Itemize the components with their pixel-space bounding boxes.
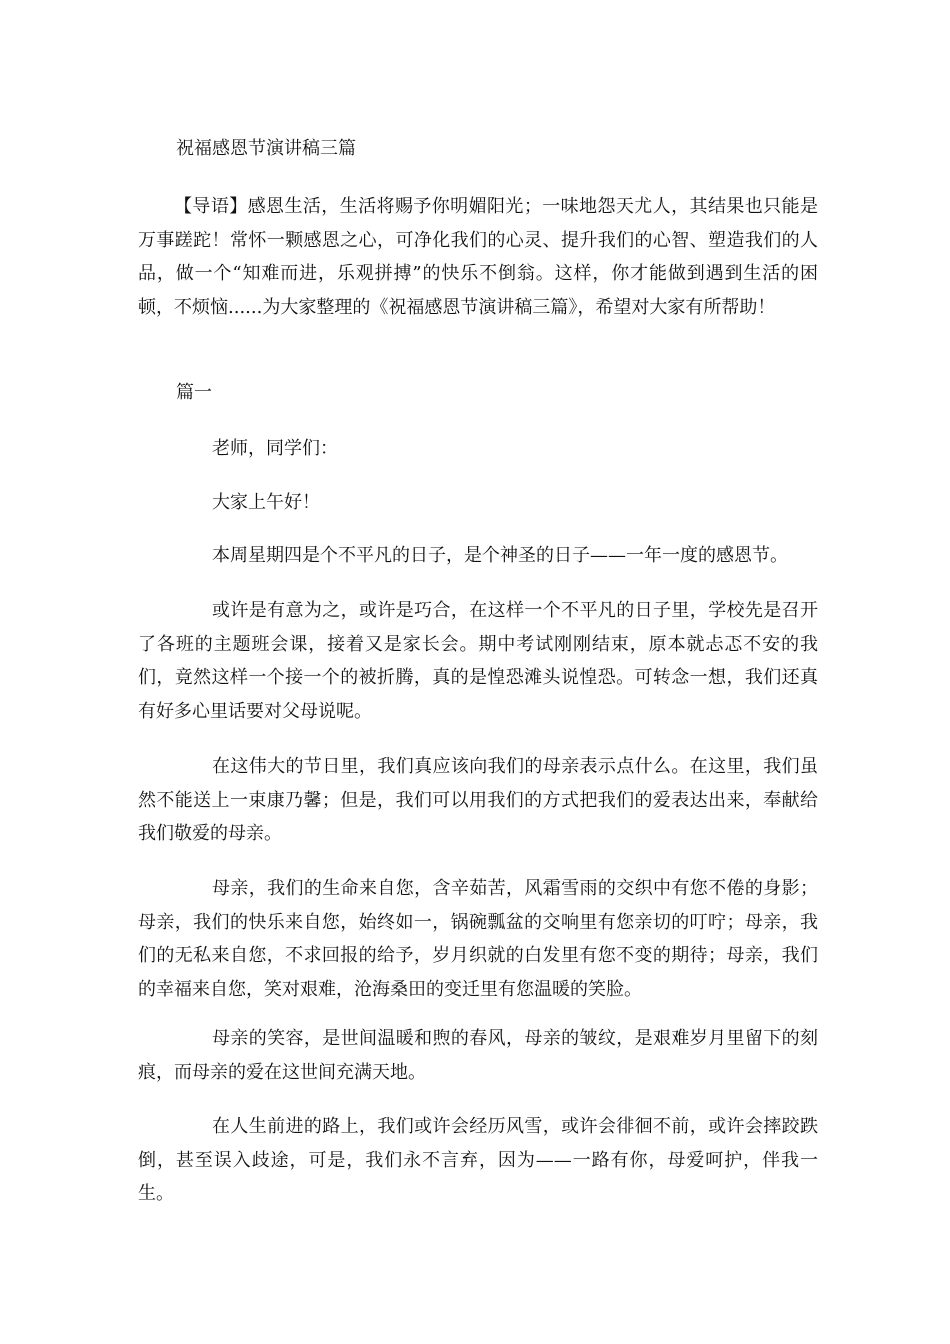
body-paragraph-4: 母亲，我们的生命来自您，含辛茹苦，风霜雪雨的交织中有您不倦的身影；母亲，我们的快乐来自您，始终如一，锅碗瓢盆的交响里有您亲切的叮咛；母亲，我们的无私来自您，不求回报的给予，岁月织就的白发里有您不变的期待；母亲，我们的幸福来自您，笑对艰难，沧海桑田的变迁里有您温暖的笑脸。: [138, 878, 818, 1000]
greeting-line: 老师，同学们：: [212, 438, 338, 459]
body-paragraph-5: 母亲的笑容，是世间温暖和煦的春风，母亲的皱纹，是艰难岁月里留下的刻痕，而母亲的爱在这世间充满天地。: [138, 1028, 818, 1083]
section-heading: 篇一: [176, 382, 212, 403]
intro-paragraph: 【导语】感恩生活，生活将赐予你明媚阳光；一味地怨天尤人，其结果也只能是万事蹉跎！常怀一颗感恩之心，可净化我们的心灵、提升我们的心智、塑造我们的人品，做一个“知难而进，乐观拼搏”的快乐不倒翁。这样，你才能做到遇到生活的困顿，不烦恼......为大家整理的《祝福感恩节演讲稿三篇》，希望对大家有所帮助！: [138, 196, 818, 318]
body-paragraph-1: 本周星期四是个不平凡的日子，是个神圣的日子——一年一度的感恩节。: [212, 545, 788, 566]
body-paragraph-3: 在这伟大的节日里，我们真应该向我们的母亲表示点什么。在这里，我们虽然不能送上一束康乃馨；但是，我们可以用我们的方式把我们的爱表达出来，奉献给我们敬爱的母亲。: [138, 756, 818, 844]
body-paragraph-6: 在人生前进的路上，我们或许会经历风雪，或许会徘徊不前，或许会摔跤跌倒，甚至误入歧途，可是，我们永不言弃，因为——一路有你，母爱呵护，伴我一生。: [138, 1116, 818, 1204]
salutation-line: 大家上午好！: [212, 492, 320, 513]
document-title: 祝福感恩节演讲稿三篇: [176, 138, 356, 159]
body-paragraph-2: 或许是有意为之，或许是巧合，在这样一个不平凡的日子里，学校先是召开了各班的主题班会课，接着又是家长会。期中考试刚刚结束，原本就忐忑不安的我们，竟然这样一个接一个的被折腾，真的是惶恐滩头说惶恐。可转念一想，我们还真有好多心里话要对父母说呢。: [138, 600, 818, 722]
